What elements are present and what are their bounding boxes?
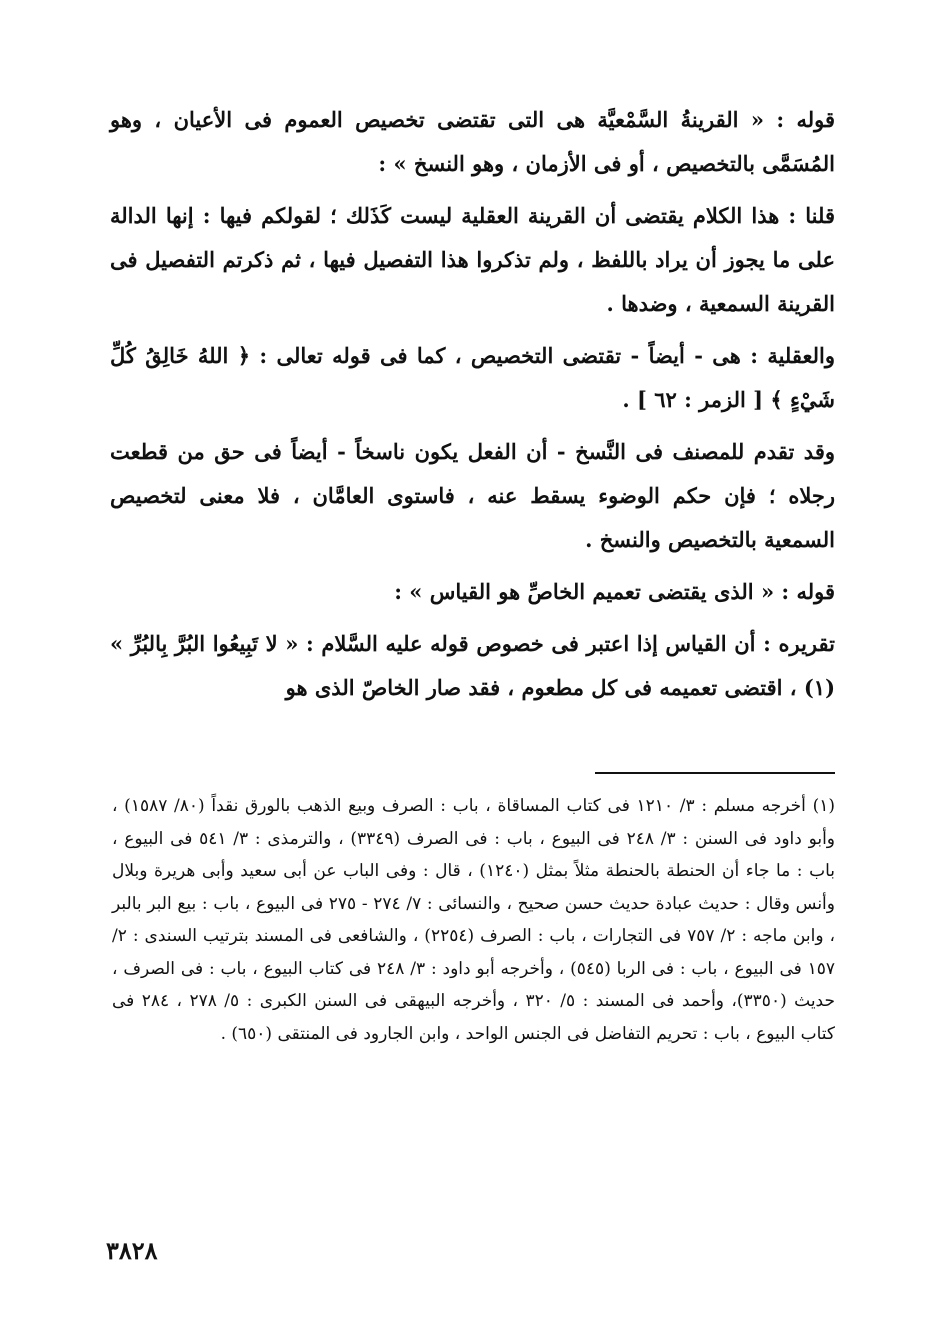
paragraph-2: قلنا : هذا الكلام يقتضى أن القرينة العقلية ليست كَذَلك ؛ لقولكم فيها : إنها الدالة على ما يجوز أن يراد باللفظ ، ولم تذكروا هذا التفصيل فيها ، ثم ذكرتم التفصيل فى القرينة السمعية ، وضدها . [110, 203, 835, 316]
paragraph-3: والعقلية : هى - أيضاً - تقتضى التخصيص ، كما فى قوله تعالى : ﴿ اللهُ خَالِقُ كُلِّ شَيْءٍ ﴾ [ الزمر : ٦٢ ] . [110, 343, 835, 412]
footnote-separator [595, 772, 835, 774]
paragraph-1: قوله : « القرينةُ السَّمْعيَّة هى التى تقتضى تخصيص العموم فى الأعيان ، وهو المُسَمَّى بالتخصيص ، أو فى الأزمان ، وهو النسخ » : [110, 107, 835, 176]
paragraph-5: قوله : « الذى يقتضى تعميم الخاصِّ هو القياس » : [394, 579, 835, 604]
footnote-1: (١) أخرجه مسلم : ٣/ ١٢١٠ فى كتاب المساقاة ، باب : الصرف وبيع الذهب بالورق نقداً (٨٠/ ١٥٨٧) ، وأبو داود فى السنن : ٣/ ٢٤٨ فى البيوع ، باب : فى الصرف (٣٣٤٩) ، والترمذى : ٣/ ٥٤١ فى البيوع ، باب : ما جاء أن الحنطة بالحنطة مثلاً بمثل (١٢٤٠) ، قال : وفى الباب عن أبى سعيد وأبى هريرة وبلال وأنس وقال : حديث عبادة حديث حسن صحيح ، والنسائى : ٧/ ٢٧٤ - ٢٧٥ فى البيوع ، باب : بيع البر بالبر ، وابن ماجه : ٢/ ٧٥٧ فى التجارات ، باب : الصرف (٢٢٥٤) ، والشافعى فى المسند بترتيب السندى : ٢/ ١٥٧ فى البيوع ، باب : فى الربا (٥٤٥) ، وأخرجه أبو داود : ٣/ ٢٤٨ فى كتاب البيوع ، باب : فى الصرف ، حديث (٣٣٥٠)، وأحمد فى المسند : ٥/ ٣٢٠ ، وأخرجه البيهقى فى السنن الكبرى : ٥/ ٢٧٨ ، ٢٨٤ فى كتاب البيوع ، باب : تحريم التفاضل فى الجنس الواحد ، وابن الجارود فى المنتقى (٦٥٠) . [112, 796, 836, 1044]
paragraph-4: وقد تقدم للمصنف فى النَّسخ - أن الفعل يكون ناسخاً - أيضاً فى حق من قطعت رجلاه ؛ فإن حكم الوضوء يسقط عنه ، فاستوى العامَّان ، فلا معنى لتخصيص السمعية بالتخصيص والنسخ . [110, 439, 835, 552]
main-text-body [110, 98, 835, 710]
paragraph-6: تقريره : أن القياس إذا اعتبر فى خصوص قوله عليه السَّلام : « لا تَبِيعُوا البُرَّ بِالبُرِّ » (١) ، اقتضى تعميمه فى كل مطعوم ، فقد صار الخاصّ الذى هو [110, 631, 835, 700]
footnotes-section [112, 790, 835, 1050]
page-number: ٣٨٢٨ [106, 1236, 158, 1265]
